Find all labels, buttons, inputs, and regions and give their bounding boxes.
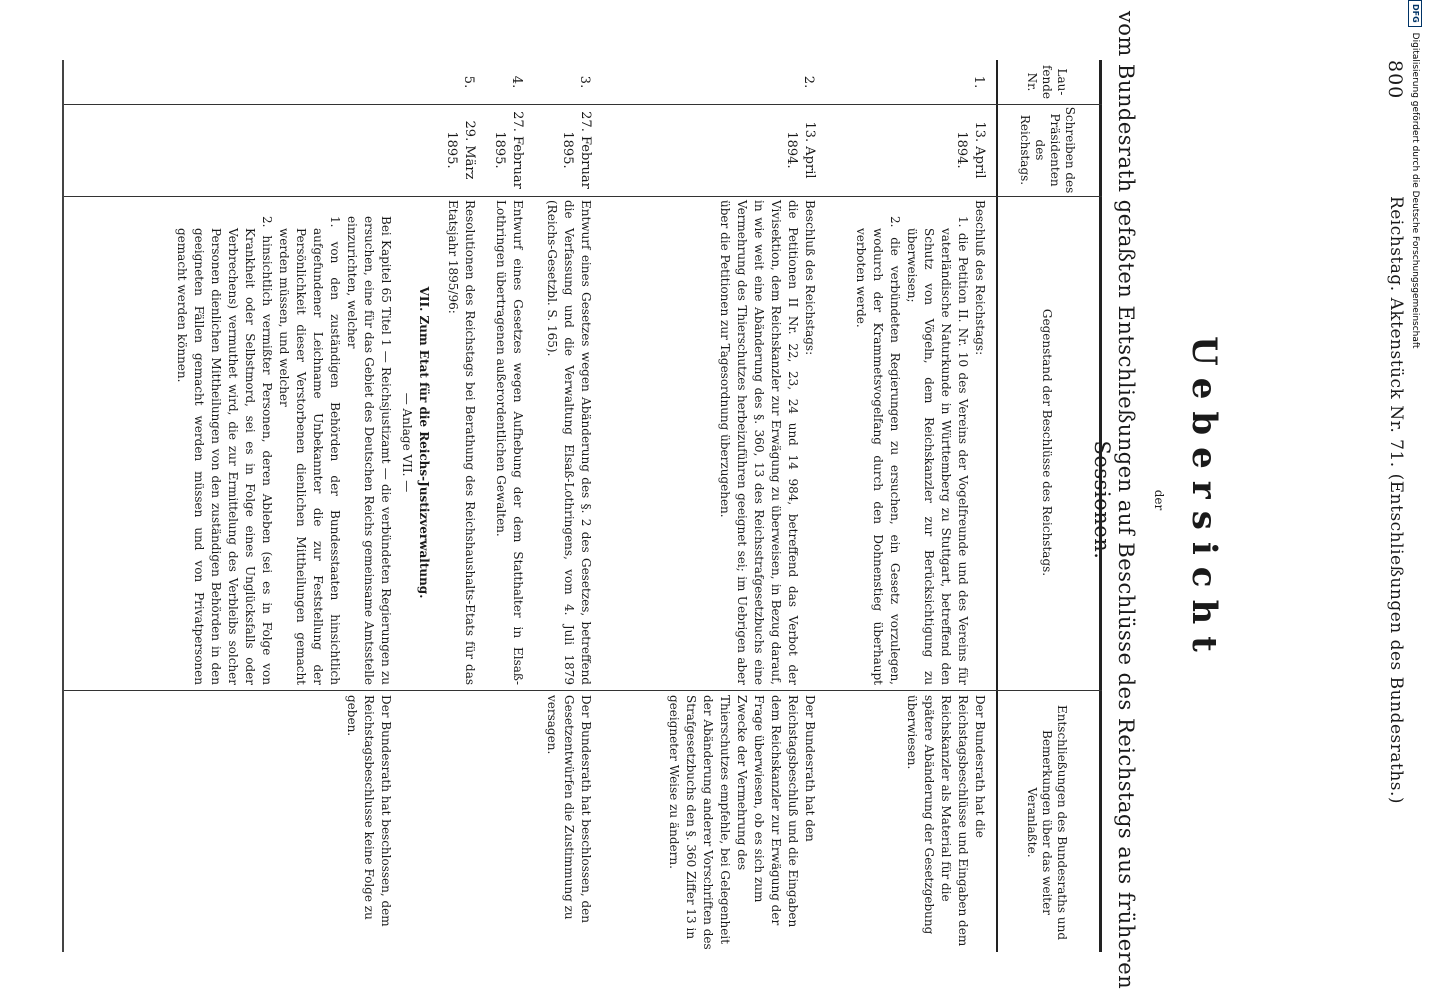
- table-bottom-rule: [62, 60, 64, 952]
- subject-line: die Petitionen II Nr. 22, 23, 24 und 14 984, betreffend das Verbot der Vivisektion, dem Reichskanzler zur Erwägung zu überweisen, in Bezug darauf, in wie weit eine Abänderung des §. 360, 13 des Reichsstrafgesetzbuchs eine Vermehrung des Thierschutzes herbeizuführen geeignet sei; im Uebrigen aber über die Petitionen zur Tagesordnung überzugehen.: [718, 200, 800, 685]
- header-date: Schreiben des Präsidenten des Reichstags.: [1018, 106, 1077, 194]
- column-divider: [64, 104, 1102, 105]
- section-annex: — Anlage VII. —: [400, 392, 414, 493]
- column-divider: [64, 196, 1102, 197]
- row-resolution: Der Bundesrath hat beschlossen, den Gesetzentwürfen die Zustimmung zu versagen.: [545, 695, 593, 924]
- row-subject: [852, 200, 988, 685]
- row-date: 29. März 1895.: [444, 120, 477, 180]
- page-title: Uebersicht: [1184, 336, 1224, 664]
- page-number: 800: [1384, 60, 1406, 100]
- row-number: 3.: [577, 75, 592, 89]
- header-no: Lau-fende Nr.: [1025, 64, 1070, 100]
- row-subject: [543, 200, 594, 685]
- subject-line: 1. von den zuständigen Behörden der Bundesstaaten hinsichtlich aufgefundener Leichname Unbekannter die zur Feststellung der Persönlichkeit dieser Verstorbenen dienlichen Mittheilungen gemacht werden müssen, und welcher: [277, 216, 342, 685]
- subject-line: Entwurf eines Gesetzes wegen Abänderung des §. 2 des Gesetzes, betreffend die Verfassung und die Verwaltung Elsaß-Lothringens, vom 4. Juli 1879 (Reichs-Gesetzbl. S. 165).: [545, 200, 593, 685]
- subject-line: Resolutionen des Reichstags bei Berathung des Reichshaushalts-Etats für das Etatsjahr 1895/96:: [446, 200, 477, 685]
- subject-line: 2. hinsichtlich vermißter Personen, deren Ableben (sei es in Folge von Krankheit oder Selbstmord, sei es in Folge eines Unglücksfalls oder Verbrechens) vermuthet wird, die zur Ermittelung des Verbleibs solcher Personen dienlichen Mittheilungen von den zuständigen Behörden in den geeigneten Fällen gemacht werden müssen und von Privatpersonen gemacht werden können.: [175, 216, 274, 685]
- subject-line: Beschluß des Reichstags:: [973, 200, 987, 356]
- dfg-logo-icon: DFG: [1408, 0, 1422, 27]
- row-resolution: Der Bundesrath hat den Reichstagsbeschluß und die Eingaben dem Reichskanzler zur Erwägung der Frage überwiesen, ob es sich zum Zwecke der Vermehrung des Thierschutzes empfehle, bei Gelegenheit der Abänderung anderer Vorschriften des Strafgesetzbuchs den §. 360 Ziffer 13 in geeigneter Weise zu ändern.: [667, 695, 817, 950]
- table-header-rule: [996, 60, 998, 952]
- row-resolution: Der Bundesrath hat die Reichstagsbeschlüsse und Eingaben dem Reichskanzler als Material für die spätere Abänderung der Gesetzgebung überwiesen.: [905, 695, 987, 947]
- subject-line: 1. die Petition II. Nr. 10 des Vereins der Vogelfreunde und des Vereins für vaterländische Naturkunde in Württemberg zu Stuttgart, betreffend den Schutz von Vögeln, dem Reichskanzler zur Berücksichtigung zu überweisen;: [905, 216, 970, 685]
- row-number: 2.: [801, 75, 816, 89]
- subject-line: Entwurf eines Gesetzes wegen Aufhebung der dem Statthalter in Elsaß-Lothringen übertragenen außerordentlichen Gewalten.: [494, 200, 525, 685]
- row-subject: [716, 200, 818, 685]
- row-resolution: Der Bundesrath hat beschlossen, dem Reichstagsbeschlusse keine Folge zu geben.: [345, 695, 393, 927]
- column-divider: [64, 690, 1102, 691]
- row-date: 27. Februar 1895.: [492, 111, 525, 189]
- row-date: 13. April 1894.: [954, 121, 987, 179]
- header-subject: Gegenstand der Beschlüsse des Reichstags.: [1040, 308, 1055, 577]
- page-subtitle: vom Bundesrath gefaßten Entschließungen auf Beschlüsse des Reichstags aus früheren Sessionen.: [1090, 10, 1138, 990]
- row-number: 4.: [509, 75, 524, 89]
- running-head: Reichstag. Aktenstück Nr. 71. (Entschließungen des Bundesraths.): [1386, 195, 1406, 805]
- row-number: 1.: [971, 75, 986, 89]
- section-heading: VII. Zum Etat für die Reichs-Justizverwaltung.: [417, 286, 431, 599]
- subject-line: Bei Kapitel 65 Titel 1 — Reichsjustizamt — die verbündeten Regierungen zu ersuchen, eine für das Gebiet des Deutschen Reichs gemeinsame Amtsstelle einzurichten, welcher: [345, 216, 393, 685]
- row-number: 5.: [461, 75, 476, 89]
- row-subject: [173, 200, 478, 685]
- row-date: 13. April 1894.: [784, 121, 817, 179]
- header-resolution: Entschließungen des Bundesraths und Bemerkungen über das weiter Veranlaßte.: [1025, 704, 1070, 941]
- digitization-credit: [1405, 0, 1425, 1000]
- row-date: 27. Februar 1895.: [560, 111, 593, 189]
- subject-line: Beschluß des Reichstags:: [803, 200, 817, 356]
- row-subject: [492, 200, 526, 685]
- credit-text: Digitalisierung gefördert durch die Deutsche Forschungsgemeinschaft: [1410, 32, 1420, 349]
- title-connector: der: [1152, 489, 1166, 511]
- subject-line: 2. die verbündeten Regierungen zu ersuchen, ein Gesetz vorzulegen, wodurch der Krammetsvogelfang durch den Dohnenstieg überhaupt verboten werde.: [854, 216, 902, 685]
- table-top-rule: [1099, 60, 1102, 952]
